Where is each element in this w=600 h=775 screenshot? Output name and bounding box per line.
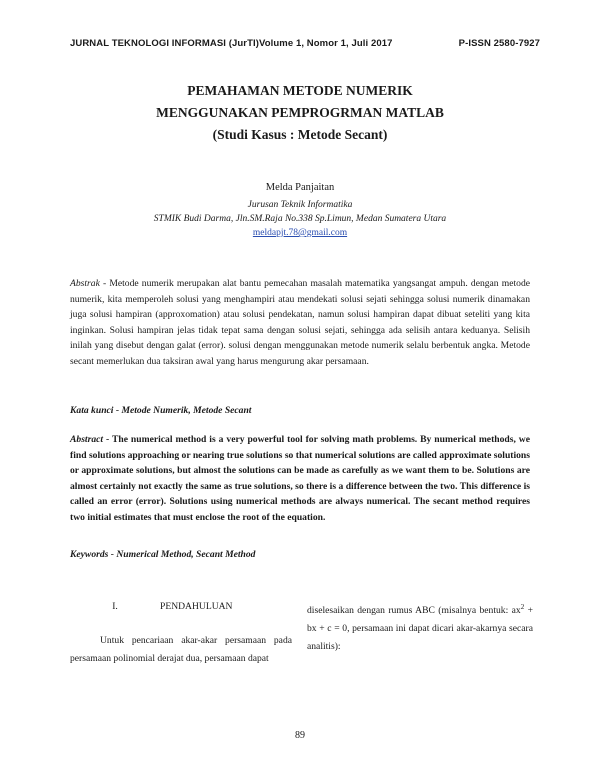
page-number: 89 [295, 730, 305, 741]
section-number: I. [112, 601, 118, 612]
title-line-2: MENGGUNAKAN PEMPROGRMAN MATLAB [156, 105, 444, 120]
section-title: PENDAHULUAN [160, 601, 233, 612]
paper-title [0, 80, 600, 146]
intro-paragraph-right-a: diselesaikan dengan rumus ABC (misalnya bentuk: ax [307, 605, 521, 617]
author-department: Jurusan Teknik Informatika [247, 200, 353, 210]
title-line-1: PEMAHAMAN METODE NUMERIK [187, 83, 413, 98]
abstrak-label: Abstrak [70, 278, 100, 289]
author-block [0, 178, 600, 240]
abstract-text: - The numerical method is a very powerful tool for solving math problems. By numerical methods, we find solutions approaching or nearing true solutions so that numerical solutions are called approximate solutions or approximate solutions, but almost the solutions can be made as carefully as we want them to be. Solutions are almost certainly not exactly the same as true solutions, so there is a difference between the two. This difference is called an error (error). Solutions using numerical methods are always numerical. The secant method requires two initial estimates that must enclose the root of the equation. [70, 434, 530, 523]
abstrak-text: - Metode numerik merupakan alat bantu pemecahan masalah matematika yangsangat ampuh. dengan metode numerik, kita memperoleh solusi yang menghampiri atau mendekati solusi sejati sehingga solusi numerik dinamakan juga solusi hampiran (approxomation) atau solusi pendekatan, namun solusi hampiran dapat dibuat seteliti yang kita inginkan. Solusi hampiran jelas tidak tepat sama dengan solusi sejati, sehingga ada selisih antara keduanya. Selisih inilah yang disebut dengan galat (error). solusi dengan menggunakan metode numerik selalu berbentuk angka. Metode secant memerlukan dua taksiran awal yang harus mengurung akar persamaan. [70, 278, 530, 367]
journal-info: JURNAL TEKNOLOGI INFORMASI (JurTI)Volume 1, Nomor 1, Juli 2017 [70, 38, 393, 49]
abstract-label: Abstract [70, 434, 104, 445]
keywords: Keywords - Numerical Method, Secant Method [70, 549, 256, 560]
intro-paragraph-right-b: + bx + c = 0, persamaan ini dapat dicari akar-akarnya secara analitis): [307, 605, 534, 653]
abstract-paragraph [70, 432, 530, 525]
left-column [70, 598, 292, 668]
abstrak-paragraph [70, 276, 530, 369]
running-header [70, 38, 540, 49]
right-column [307, 598, 533, 656]
author-email-link[interactable]: meldapjt.78@gmail.com [252, 228, 348, 238]
intro-paragraph-left: Untuk pencariaan akar-akar persamaan pada persamaan polinomial derajat dua, persamaan dapat [70, 635, 292, 664]
kata-kunci: Kata kunci - Metode Numerik, Metode Secant [70, 405, 252, 416]
section-heading [70, 598, 292, 616]
exponent: 2 [520, 603, 525, 611]
title-line-3: (Studi Kasus : Metode Secant) [212, 127, 388, 142]
author-name: Melda Panjaitan [265, 182, 335, 193]
issn: P-ISSN 2580-7927 [458, 38, 540, 49]
author-institution: STMIK Budi Darma, Jln.SM.Raja No.338 Sp.Limun, Medan Sumatera Utara [153, 214, 447, 224]
